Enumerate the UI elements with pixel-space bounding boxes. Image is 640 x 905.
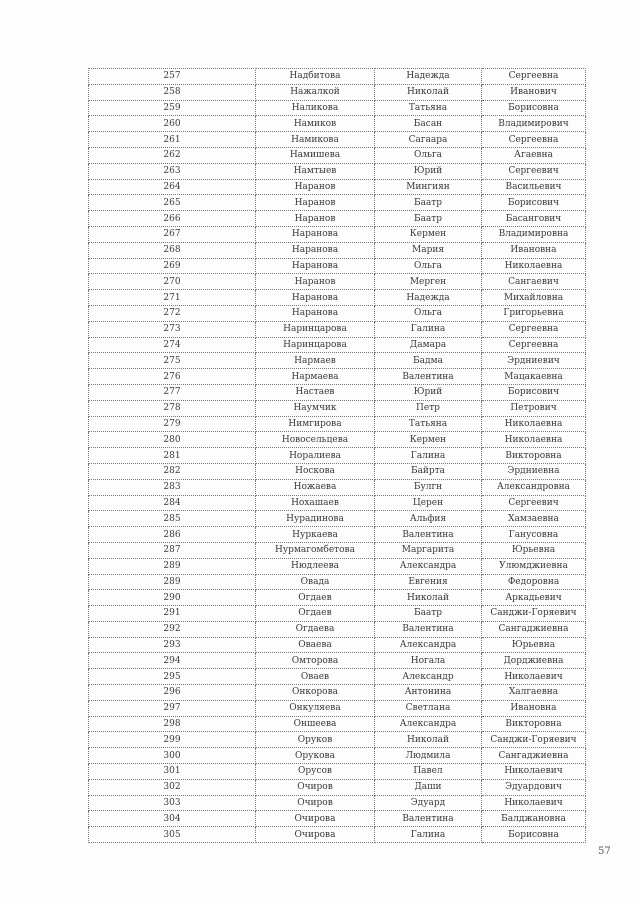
patronymic-cell: Николаевич <box>482 669 586 685</box>
first-name-cell: Сагаара <box>375 132 482 148</box>
row-number-cell: 273 <box>89 321 256 337</box>
surname-cell: Орукова <box>256 748 375 764</box>
row-number-cell: 261 <box>89 132 256 148</box>
table-row <box>89 163 586 179</box>
first-name-cell: Баатр <box>375 211 482 227</box>
surname-cell: Онкорова <box>256 685 375 701</box>
first-name-cell: Булгн <box>375 479 482 495</box>
table-row <box>89 305 586 321</box>
surname-cell: Надбитова <box>256 69 375 85</box>
row-number-cell: 279 <box>89 416 256 432</box>
row-number-cell: 275 <box>89 353 256 369</box>
roster-body <box>89 69 586 843</box>
row-number-cell: 271 <box>89 290 256 306</box>
row-number-cell: 296 <box>89 685 256 701</box>
surname-cell: Нурмагомбетова <box>256 542 375 558</box>
patronymic-cell: Васильевич <box>482 179 586 195</box>
patronymic-cell: Николаевич <box>482 795 586 811</box>
row-number-cell: 289 <box>89 558 256 574</box>
patronymic-cell: Сергеевна <box>482 69 586 85</box>
patronymic-cell: Улюмджиевна <box>482 558 586 574</box>
row-number-cell: 291 <box>89 606 256 622</box>
first-name-cell: Евгения <box>375 574 482 590</box>
patronymic-cell: Юрьевна <box>482 637 586 653</box>
surname-cell: Оншеева <box>256 716 375 732</box>
row-number-cell: 301 <box>89 764 256 780</box>
first-name-cell: Дамара <box>375 337 482 353</box>
surname-cell: Нармаева <box>256 369 375 385</box>
first-name-cell: Антонина <box>375 685 482 701</box>
table-row <box>89 84 586 100</box>
table-row <box>89 764 586 780</box>
surname-cell: Нуркаева <box>256 527 375 543</box>
first-name-cell: Мерген <box>375 274 482 290</box>
row-number-cell: 268 <box>89 242 256 258</box>
table-row <box>89 574 586 590</box>
surname-cell: Оруков <box>256 732 375 748</box>
surname-cell: Намикова <box>256 132 375 148</box>
surname-cell: Оваев <box>256 669 375 685</box>
table-row <box>89 116 586 132</box>
surname-cell: Омторова <box>256 653 375 669</box>
patronymic-cell: Басангович <box>482 211 586 227</box>
surname-cell: Огдаева <box>256 621 375 637</box>
table-row <box>89 637 586 653</box>
first-name-cell: Байрта <box>375 463 482 479</box>
first-name-cell: Николай <box>375 732 482 748</box>
first-name-cell: Валентина <box>375 621 482 637</box>
surname-cell: Очиров <box>256 795 375 811</box>
patronymic-cell: Ганусовна <box>482 527 586 543</box>
surname-cell: Оваева <box>256 637 375 653</box>
table-row <box>89 463 586 479</box>
table-row <box>89 511 586 527</box>
row-number-cell: 280 <box>89 432 256 448</box>
surname-cell: Наранова <box>256 242 375 258</box>
table-row <box>89 527 586 543</box>
surname-cell: Наринцарова <box>256 321 375 337</box>
surname-cell: Наранов <box>256 211 375 227</box>
surname-cell: Норалиева <box>256 448 375 464</box>
row-number-cell: 259 <box>89 100 256 116</box>
first-name-cell: Ногала <box>375 653 482 669</box>
surname-cell: Намтыев <box>256 163 375 179</box>
patronymic-cell: Хамзаевна <box>482 511 586 527</box>
table-row <box>89 242 586 258</box>
table-row <box>89 448 586 464</box>
surname-cell: Наранова <box>256 305 375 321</box>
table-row <box>89 558 586 574</box>
page-number: 57 <box>598 846 611 857</box>
patronymic-cell: Владимирович <box>482 116 586 132</box>
surname-cell: Нимгирова <box>256 416 375 432</box>
patronymic-cell: Агаевна <box>482 147 586 163</box>
patronymic-cell: Борисович <box>482 384 586 400</box>
patronymic-cell: Ивановна <box>482 700 586 716</box>
patronymic-cell: Николаевна <box>482 416 586 432</box>
row-number-cell: 282 <box>89 463 256 479</box>
table-row <box>89 69 586 85</box>
patronymic-cell: Николаевич <box>482 764 586 780</box>
surname-cell: Наликова <box>256 100 375 116</box>
patronymic-cell: Халгаевна <box>482 685 586 701</box>
row-number-cell: 295 <box>89 669 256 685</box>
row-number-cell: 303 <box>89 795 256 811</box>
table-row <box>89 700 586 716</box>
row-number-cell: 284 <box>89 495 256 511</box>
row-number-cell: 260 <box>89 116 256 132</box>
surname-cell: Нюдлеева <box>256 558 375 574</box>
row-number-cell: 294 <box>89 653 256 669</box>
row-number-cell: 278 <box>89 400 256 416</box>
surname-cell: Настаев <box>256 384 375 400</box>
surname-cell: Намиков <box>256 116 375 132</box>
first-name-cell: Альфия <box>375 511 482 527</box>
patronymic-cell: Дорджиевна <box>482 653 586 669</box>
first-name-cell: Галина <box>375 448 482 464</box>
row-number-cell: 264 <box>89 179 256 195</box>
row-number-cell: 262 <box>89 147 256 163</box>
first-name-cell: Ольга <box>375 147 482 163</box>
first-name-cell: Мингиян <box>375 179 482 195</box>
patronymic-cell: Сергеевич <box>482 495 586 511</box>
surname-cell: Нармаев <box>256 353 375 369</box>
patronymic-cell: Аркадьевич <box>482 590 586 606</box>
table-row <box>89 211 586 227</box>
surname-cell: Орусов <box>256 764 375 780</box>
patronymic-cell: Эдуардович <box>482 779 586 795</box>
patronymic-cell: Викторовна <box>482 448 586 464</box>
patronymic-cell: Николаевна <box>482 258 586 274</box>
surname-cell: Овада <box>256 574 375 590</box>
first-name-cell: Баатр <box>375 606 482 622</box>
table-row <box>89 384 586 400</box>
table-row <box>89 495 586 511</box>
first-name-cell: Басан <box>375 116 482 132</box>
row-number-cell: 266 <box>89 211 256 227</box>
row-number-cell: 267 <box>89 226 256 242</box>
patronymic-cell: Эрдниевна <box>482 463 586 479</box>
patronymic-cell: Санджи-Горяевич <box>482 732 586 748</box>
surname-cell: Очиров <box>256 779 375 795</box>
patronymic-cell: Балджановна <box>482 811 586 827</box>
first-name-cell: Валентина <box>375 369 482 385</box>
first-name-cell: Людмила <box>375 748 482 764</box>
table-row <box>89 811 586 827</box>
patronymic-cell: Сергеевна <box>482 132 586 148</box>
first-name-cell: Церен <box>375 495 482 511</box>
table-row <box>89 779 586 795</box>
row-number-cell: 293 <box>89 637 256 653</box>
table-row <box>89 195 586 211</box>
table-row <box>89 226 586 242</box>
table-row <box>89 179 586 195</box>
first-name-cell: Эдуард <box>375 795 482 811</box>
first-name-cell: Павел <box>375 764 482 780</box>
table-row <box>89 732 586 748</box>
surname-cell: Очирова <box>256 827 375 843</box>
table-row <box>89 827 586 843</box>
patronymic-cell: Борисовна <box>482 827 586 843</box>
patronymic-cell: Викторовна <box>482 716 586 732</box>
first-name-cell: Баатр <box>375 195 482 211</box>
table-row <box>89 353 586 369</box>
surname-cell: Новосельцева <box>256 432 375 448</box>
table-row <box>89 606 586 622</box>
row-number-cell: 292 <box>89 621 256 637</box>
first-name-cell: Надежда <box>375 69 482 85</box>
table-row <box>89 416 586 432</box>
first-name-cell: Татьяна <box>375 100 482 116</box>
first-name-cell: Галина <box>375 321 482 337</box>
first-name-cell: Надежда <box>375 290 482 306</box>
patronymic-cell: Ивановна <box>482 242 586 258</box>
first-name-cell: Николай <box>375 590 482 606</box>
table-row <box>89 479 586 495</box>
row-number-cell: 299 <box>89 732 256 748</box>
first-name-cell: Даши <box>375 779 482 795</box>
surname-cell: Наринцарова <box>256 337 375 353</box>
table-row <box>89 400 586 416</box>
patronymic-cell: Сергеевна <box>482 321 586 337</box>
patronymic-cell: Эрдниевич <box>482 353 586 369</box>
table-row <box>89 132 586 148</box>
row-number-cell: 276 <box>89 369 256 385</box>
first-name-cell: Светлана <box>375 700 482 716</box>
row-number-cell: 265 <box>89 195 256 211</box>
surname-cell: Наранова <box>256 290 375 306</box>
row-number-cell: 298 <box>89 716 256 732</box>
patronymic-cell: Федоровна <box>482 574 586 590</box>
surname-cell: Намишева <box>256 147 375 163</box>
first-name-cell: Ольга <box>375 258 482 274</box>
row-number-cell: 270 <box>89 274 256 290</box>
row-number-cell: 302 <box>89 779 256 795</box>
row-number-cell: 300 <box>89 748 256 764</box>
row-number-cell: 286 <box>89 527 256 543</box>
table-row <box>89 621 586 637</box>
row-number-cell: 304 <box>89 811 256 827</box>
surname-cell: Наумчик <box>256 400 375 416</box>
table-row <box>89 432 586 448</box>
row-number-cell: 274 <box>89 337 256 353</box>
first-name-cell: Бадма <box>375 353 482 369</box>
table-row <box>89 590 586 606</box>
surname-cell: Нажалкой <box>256 84 375 100</box>
table-row <box>89 716 586 732</box>
table-row <box>89 258 586 274</box>
first-name-cell: Александра <box>375 716 482 732</box>
table-row <box>89 147 586 163</box>
row-number-cell: 283 <box>89 479 256 495</box>
row-number-cell: 281 <box>89 448 256 464</box>
patronymic-cell: Сангаевич <box>482 274 586 290</box>
table-row <box>89 274 586 290</box>
first-name-cell: Галина <box>375 827 482 843</box>
row-number-cell: 287 <box>89 542 256 558</box>
table-row <box>89 653 586 669</box>
surname-cell: Наранов <box>256 195 375 211</box>
surname-cell: Ножаева <box>256 479 375 495</box>
first-name-cell: Ольга <box>375 305 482 321</box>
table-row <box>89 542 586 558</box>
patronymic-cell: Борисович <box>482 195 586 211</box>
surname-cell: Носкова <box>256 463 375 479</box>
patronymic-cell: Сангаджиевна <box>482 748 586 764</box>
row-number-cell: 305 <box>89 827 256 843</box>
patronymic-cell: Николаевна <box>482 432 586 448</box>
row-number-cell: 269 <box>89 258 256 274</box>
first-name-cell: Петр <box>375 400 482 416</box>
surname-cell: Онкуляева <box>256 700 375 716</box>
patronymic-cell: Юрьевна <box>482 542 586 558</box>
row-number-cell: 258 <box>89 84 256 100</box>
table-row <box>89 337 586 353</box>
first-name-cell: Кермен <box>375 432 482 448</box>
table-row <box>89 685 586 701</box>
row-number-cell: 277 <box>89 384 256 400</box>
patronymic-cell: Сангаджиевна <box>482 621 586 637</box>
surname-cell: Наранов <box>256 179 375 195</box>
patronymic-cell: Сергеевич <box>482 163 586 179</box>
row-number-cell: 272 <box>89 305 256 321</box>
row-number-cell: 257 <box>89 69 256 85</box>
first-name-cell: Александра <box>375 558 482 574</box>
first-name-cell: Юрий <box>375 384 482 400</box>
patronymic-cell: Санджи-Горяевич <box>482 606 586 622</box>
patronymic-cell: Михайловна <box>482 290 586 306</box>
surname-cell: Наранова <box>256 226 375 242</box>
patronymic-cell: Мацакаевна <box>482 369 586 385</box>
row-number-cell: 289 <box>89 574 256 590</box>
surname-cell: Нурадинова <box>256 511 375 527</box>
first-name-cell: Татьяна <box>375 416 482 432</box>
row-number-cell: 285 <box>89 511 256 527</box>
first-name-cell: Маргарита <box>375 542 482 558</box>
first-name-cell: Мария <box>375 242 482 258</box>
patronymic-cell: Иванович <box>482 84 586 100</box>
first-name-cell: Николай <box>375 84 482 100</box>
surname-cell: Нохашаев <box>256 495 375 511</box>
table-row <box>89 321 586 337</box>
patronymic-cell: Сергеевна <box>482 337 586 353</box>
table-row <box>89 369 586 385</box>
patronymic-cell: Борисовна <box>482 100 586 116</box>
patronymic-cell: Александровна <box>482 479 586 495</box>
surname-cell: Очирова <box>256 811 375 827</box>
surname-cell: Наранова <box>256 258 375 274</box>
surname-cell: Огдаев <box>256 590 375 606</box>
row-number-cell: 297 <box>89 700 256 716</box>
table-row <box>89 669 586 685</box>
row-number-cell: 263 <box>89 163 256 179</box>
first-name-cell: Александр <box>375 669 482 685</box>
table-row <box>89 795 586 811</box>
table-row <box>89 290 586 306</box>
patronymic-cell: Петрович <box>482 400 586 416</box>
roster-table <box>88 68 586 843</box>
surname-cell: Огдаев <box>256 606 375 622</box>
first-name-cell: Валентина <box>375 527 482 543</box>
first-name-cell: Юрий <box>375 163 482 179</box>
row-number-cell: 290 <box>89 590 256 606</box>
surname-cell: Наранов <box>256 274 375 290</box>
patronymic-cell: Владимировна <box>482 226 586 242</box>
first-name-cell: Александра <box>375 637 482 653</box>
table-row <box>89 100 586 116</box>
table-row <box>89 748 586 764</box>
first-name-cell: Кермен <box>375 226 482 242</box>
first-name-cell: Валентина <box>375 811 482 827</box>
patronymic-cell: Григорьевна <box>482 305 586 321</box>
